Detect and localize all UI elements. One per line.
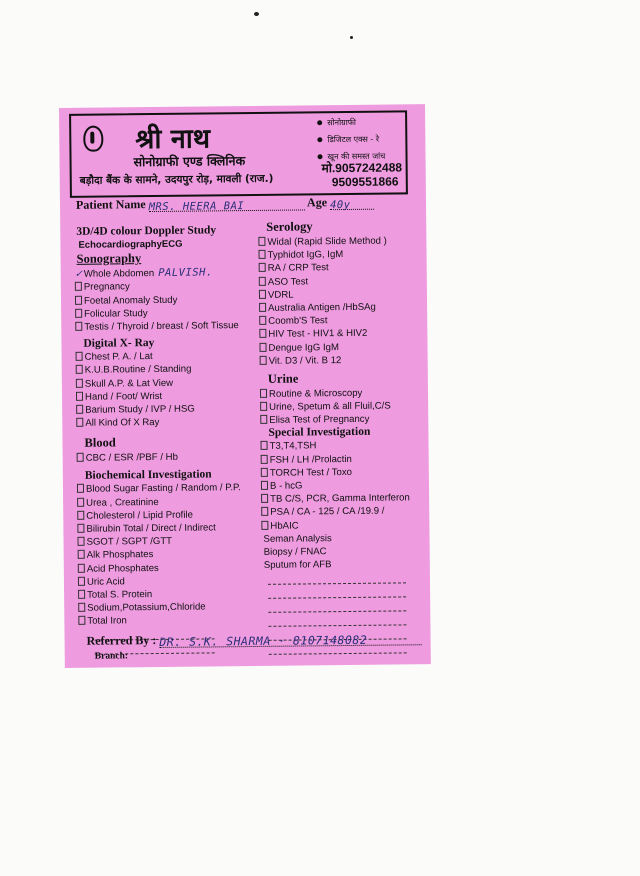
test-urine-routine[interactable]: Routine & Microscopy <box>260 386 420 401</box>
xray-heading: Digital X- Ray <box>83 337 155 350</box>
checkbox-icon <box>261 481 268 490</box>
test-uric-acid[interactable]: Uric Acid <box>78 574 256 589</box>
checkbox-icon <box>76 391 83 400</box>
phone-prefix: मो. <box>321 161 336 176</box>
checkbox-icon <box>77 453 84 462</box>
test-torch[interactable]: TORCH Test / Toxo <box>261 465 421 480</box>
test-sputum-afb[interactable]: Sputum for AFB <box>263 559 332 572</box>
paper-speck <box>254 12 259 16</box>
checkbox-icon <box>258 237 265 246</box>
special-heading: Special Investigation <box>268 426 371 440</box>
test-all-xray[interactable]: All Kind Of X Ray <box>76 415 254 430</box>
service-item: सोनोग्राफी <box>317 117 385 129</box>
patient-name-value: MRS. HEERA BAI <box>148 200 245 214</box>
clinic-subtitle: सोनोग्राफी एण्ड क्लिनिक <box>133 153 246 170</box>
doppler-heading: 3D/4D colour Doppler Study <box>76 224 217 238</box>
test-kub[interactable]: K.U.B.Routine / Standing <box>76 362 254 377</box>
patient-row <box>76 194 406 212</box>
checkbox-icon <box>260 356 267 365</box>
test-seman-analysis[interactable]: Seman Analysis <box>263 532 332 545</box>
test-australia-antigen[interactable]: Australia Antigen /HbSAg <box>259 300 419 315</box>
test-acid-phosphates[interactable]: Acid Phosphates <box>78 561 256 576</box>
test-folicular[interactable]: Folicular Study <box>75 306 253 321</box>
test-t3-t4-tsh[interactable]: T3,T4,TSH <box>260 439 420 454</box>
age-label: Age <box>306 195 328 210</box>
checkbox-icon <box>259 290 266 299</box>
age-value: 40y <box>329 198 351 212</box>
test-aso[interactable]: ASO Test <box>259 274 419 289</box>
test-vdrl[interactable]: VDRL <box>259 287 419 302</box>
referred-by-label: Referred By : <box>86 633 157 648</box>
test-cholesterol[interactable]: Cholesterol / Lipid Profile <box>77 508 255 523</box>
service-item: डिजिटल एक्स - रे <box>317 134 385 146</box>
test-tb-pcr[interactable]: TB C/S, PCR, Gamma Interferon <box>261 491 421 506</box>
test-typhidot[interactable]: Typhidot IgG, IgM <box>258 247 418 262</box>
blood-heading: Blood <box>84 435 116 451</box>
checkbox-icon <box>260 389 267 398</box>
test-urine-culture[interactable]: Urine, Spetum & all Fluil,C/S <box>260 399 420 414</box>
checkbox-icon <box>78 550 85 559</box>
test-vit-d3[interactable]: Vit. D3 / Vit. B 12 <box>260 353 420 368</box>
checkbox-icon <box>76 378 83 387</box>
test-coombs[interactable]: Coomb'S Test <box>259 313 419 328</box>
checkbox-icon <box>76 352 83 361</box>
checkbox-icon <box>261 468 268 477</box>
test-bilirubin[interactable]: Bilirubin Total / Direct / Indirect <box>77 521 255 536</box>
checkbox-icon <box>78 603 85 612</box>
test-biopsy-fnac[interactable]: Biopsy / FNAC <box>263 546 327 558</box>
patient-name-field[interactable] <box>149 197 305 212</box>
phone-number-1: 9057242488 <box>335 160 403 176</box>
test-chest-pa[interactable]: Chest P. A. / Lat <box>76 349 254 364</box>
test-b-hcg[interactable]: B - hcG <box>261 478 421 493</box>
checkbox-icon <box>260 415 267 424</box>
clinic-header <box>69 110 408 198</box>
test-urea[interactable]: Urea , Creatinine <box>77 495 255 510</box>
test-elisa-pregnancy[interactable]: Elisa Test of Pregnancy <box>260 412 420 427</box>
checkbox-icon <box>76 365 83 374</box>
checkbox-icon <box>75 295 82 304</box>
clinic-address: बड़ौदा बैंक के सामने, उदयपुर रोड़, मावली (राज.) <box>79 172 274 187</box>
blank-line[interactable] <box>268 601 406 613</box>
test-hbaic[interactable]: HbAIC <box>261 518 421 533</box>
checkbox-icon <box>259 329 266 338</box>
checkbox-icon <box>261 454 268 463</box>
checkbox-icon <box>78 563 85 572</box>
clinic-name: श्री नाथ <box>135 123 211 156</box>
branch-label: Branch: <box>94 651 129 662</box>
handwritten-note: PALVISH. <box>158 266 213 280</box>
checkbox-icon <box>261 507 268 516</box>
test-blood-sugar[interactable]: Blood Sugar Fasting / Random / P.P. <box>77 481 255 496</box>
checkbox-icon <box>259 263 266 272</box>
checkbox-icon <box>259 316 266 325</box>
test-sgot[interactable]: SGOT / SGPT /GTT <box>77 534 255 549</box>
test-hiv[interactable]: HIV Test - HIV1 & HIV2 <box>259 327 419 342</box>
blank-line[interactable] <box>268 573 406 585</box>
checkbox-icon <box>76 405 83 414</box>
serology-heading: Serology <box>266 219 313 234</box>
checkbox-icon <box>75 322 82 331</box>
test-whole-abdomen[interactable]: ✓Whole Abdomen PALVISH. <box>74 266 213 281</box>
checkbox-icon <box>259 342 266 351</box>
test-foetal-anomaly[interactable]: Foetal Anomaly Study <box>75 293 253 308</box>
referral-form <box>59 104 431 668</box>
test-widal[interactable]: Widal (Rapid Slide Method ) <box>258 234 418 249</box>
echo-heading: EchocardiographyECG <box>78 238 183 251</box>
clinic-phones <box>322 160 403 189</box>
test-total-protein[interactable]: Total S. Protein <box>78 587 256 602</box>
checkbox-icon <box>76 418 83 427</box>
checkbox-icon <box>75 282 82 291</box>
checkbox-icon <box>259 276 266 285</box>
checkbox-icon <box>261 520 268 529</box>
checkbox-icon <box>78 590 85 599</box>
urine-heading: Urine <box>267 371 299 386</box>
test-dengue[interactable]: Dengue IgG IgM <box>259 340 419 355</box>
patient-name-label: Patient Name <box>75 197 146 212</box>
test-alk-phosphates[interactable]: Alk Phosphates <box>78 547 256 562</box>
test-psa-ca125[interactable]: PSA / CA - 125 / CA /19.9 / <box>261 505 421 520</box>
test-skull[interactable]: Skull A.P. & Lat View <box>76 375 254 390</box>
checkbox-icon <box>77 484 84 493</box>
test-sodium-potassium[interactable]: Sodium,Potassium,Chloride <box>78 600 256 615</box>
referred-by-value: DR. S.K. SHARMA · 8107148082 <box>159 632 368 649</box>
biochem-heading: Biochemical Investigation <box>84 468 212 483</box>
checkbox-icon <box>78 577 85 586</box>
age-field[interactable] <box>330 197 374 210</box>
checkmark-icon: ✓ <box>74 268 83 281</box>
test-barium[interactable]: Barium Study / IVP / HSG <box>76 402 254 417</box>
test-cbc[interactable]: CBC / ESR /PBF / Hb <box>77 450 255 465</box>
checkbox-icon <box>78 616 85 625</box>
blank-line[interactable] <box>268 615 406 627</box>
referred-by-field[interactable] <box>159 632 421 648</box>
checkbox-icon <box>258 250 265 259</box>
left-column <box>74 220 257 657</box>
sonography-heading: Sonography <box>76 251 142 267</box>
test-pregnancy[interactable]: Pregnancy <box>75 279 253 294</box>
service-item: खून की समस्त जांच <box>317 151 385 163</box>
checkbox-icon <box>261 441 268 450</box>
checkbox-icon <box>75 309 82 318</box>
test-fsh-lh[interactable]: FSH / LH /Prolactin <box>261 452 421 467</box>
test-testis-thyroid[interactable]: Testis / Thyroid / breast / Soft Tissue <box>75 319 253 334</box>
checkbox-icon <box>77 511 84 520</box>
blank-line[interactable] <box>268 587 406 599</box>
right-column <box>258 218 423 658</box>
checkbox-icon <box>260 402 267 411</box>
test-total-iron[interactable]: Total Iron <box>78 613 256 628</box>
checkbox-icon <box>77 537 84 546</box>
test-ra-crp[interactable]: RA / CRP Test <box>259 261 419 276</box>
checkbox-icon <box>77 497 84 506</box>
checkbox-icon <box>261 494 268 503</box>
clinic-logo-icon <box>83 126 103 152</box>
checkbox-icon <box>259 303 266 312</box>
checkbox-icon <box>77 524 84 533</box>
paper-speck <box>350 36 353 39</box>
phone-number-2: 9509551866 <box>331 174 399 190</box>
test-hand-foot[interactable]: Hand / Foot/ Wrist <box>76 389 254 404</box>
